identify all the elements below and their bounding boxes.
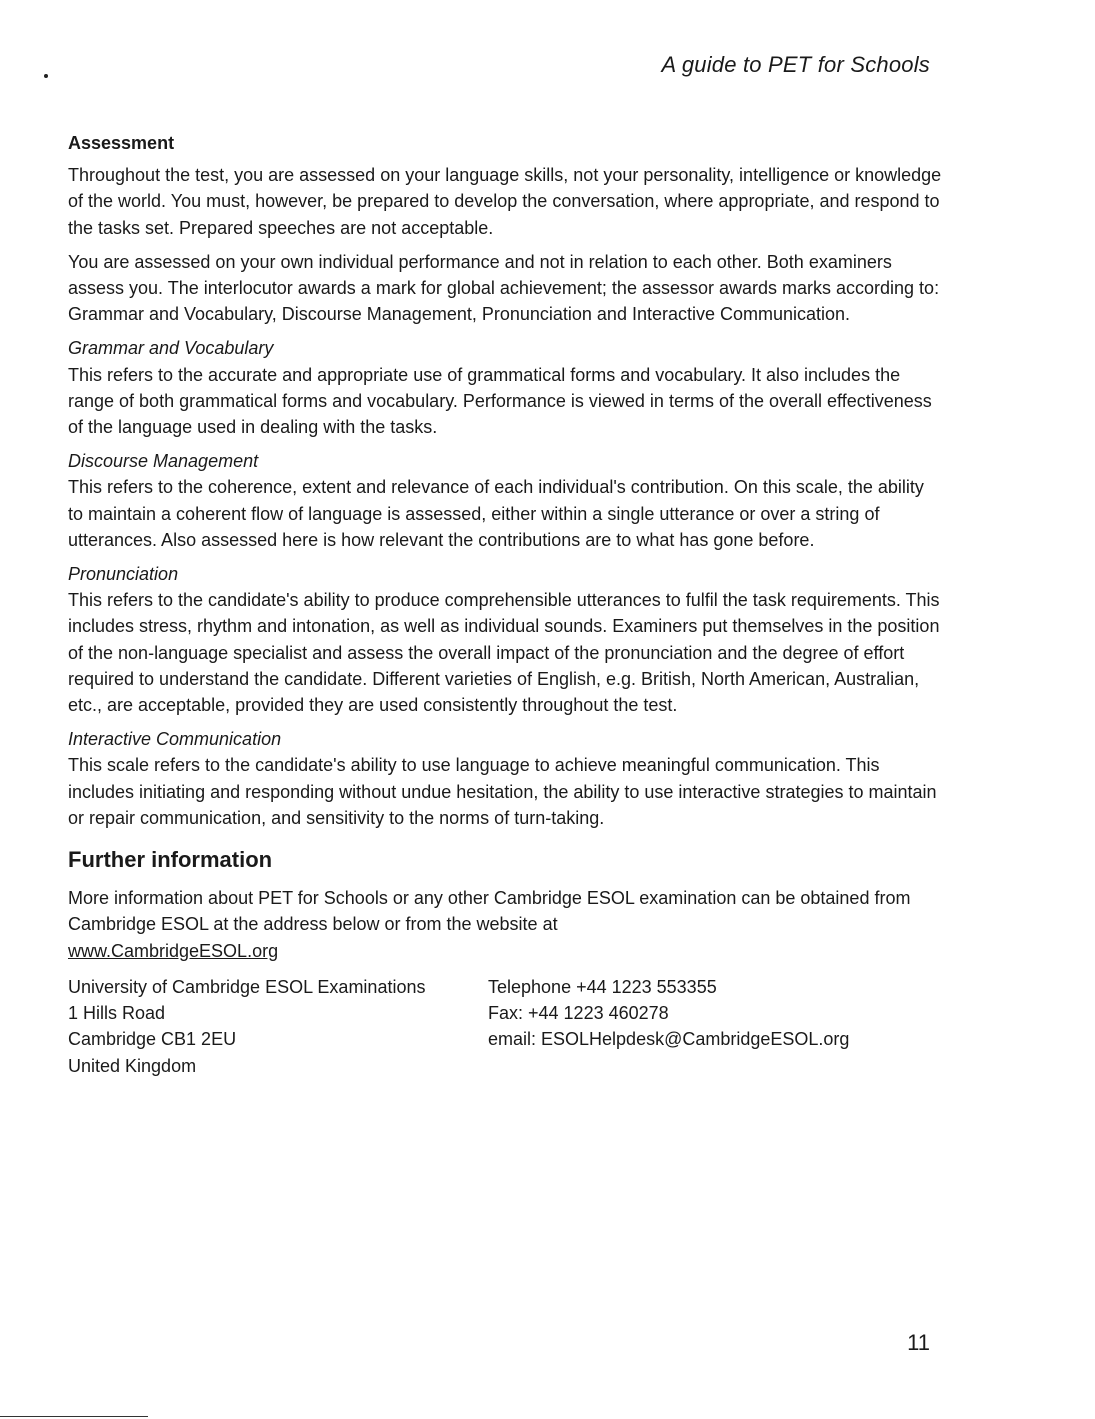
scan-mark: [44, 74, 48, 78]
further-information-paragraph: [68, 885, 943, 964]
website-link[interactable]: www.CambridgeESOL.org: [68, 940, 279, 961]
assessment-paragraph: You are assessed on your own individual performance and not in relation to each other. Both examiners assess you. The interlocutor awards a mark for global achievement; the assessor awards marks according to: Grammar and Vocabulary, Discourse Management, Pronunciation and Interactive Communication.: [68, 251, 940, 325]
address-line: Cambridge CB1 2EU: [68, 1029, 237, 1050]
contact-block: [68, 974, 943, 1079]
postal-address: [68, 974, 488, 1079]
running-header: A guide to PET for Schools: [661, 52, 930, 77]
criterion-text: This refers to the accurate and appropriate use of grammatical forms and vocabulary. It also includes the range of both grammatical forms and vocabulary. Performance is viewed in terms of the overall effectiveness of the language used in dealing with the tasks.: [68, 364, 932, 438]
fax-line: Fax: +44 1223 460278: [488, 1003, 669, 1024]
criterion-title: Grammar and Vocabulary: [68, 338, 274, 359]
criterion-title: Pronunciation: [68, 564, 179, 585]
criterion-grammar-vocabulary: [68, 335, 943, 440]
page-number: 11: [907, 1330, 930, 1355]
criterion-discourse-management: [68, 448, 943, 553]
criterion-title: Interactive Communication: [68, 729, 282, 750]
criterion-text: This scale refers to the candidate's ability to use language to achieve meaningful communication. This includes initiating and responding without undue hesitation, the ability to use interactive strategies to maintain or repair communication, and sensitivity to the norms of turn-taking.: [68, 755, 937, 828]
page-content: [68, 130, 943, 1079]
telephone-line: Telephone +44 1223 553355: [488, 976, 717, 997]
criterion-text: This refers to the candidate's ability to produce comprehensible utterances to fulfil the task requirements. This includes stress, rhythm and intonation, as well as individual sounds. Examiners put themselves in the position of the non-language specialist and assess the overall impact of the pronunciation and the degree of effort required to understand the candidate. Different varieties of English, e.g. British, North American, Australian, etc., are acceptable, provided they are used consistently throughout the test.: [68, 590, 940, 716]
address-line: 1 Hills Road: [68, 1003, 166, 1024]
address-line: United Kingdom: [68, 1055, 197, 1076]
footer-rule: [0, 1416, 148, 1417]
criterion-interactive-communication: [68, 726, 943, 831]
assessment-heading: Assessment: [68, 133, 175, 153]
address-line: University of Cambridge ESOL Examinations: [68, 976, 426, 997]
further-information-intro: More information about PET for Schools or any other Cambridge ESOL examination can be obtained from Cambridge ESOL at the address below or from the website at: [68, 888, 911, 935]
phone-fax-email: [488, 974, 943, 1079]
criterion-pronunciation: [68, 561, 943, 718]
email-line[interactable]: email: ESOLHelpdesk@CambridgeESOL.org: [488, 1029, 850, 1050]
further-information-heading: Further information: [68, 847, 273, 873]
criterion-title: Discourse Management: [68, 451, 259, 472]
criterion-text: This refers to the coherence, extent and relevance of each individual's contribution. On this scale, the ability to maintain a coherent flow of language is assessed, either within a single utterance or over a string of utterances. Also assessed here is how relevant the contributions are to what has gone before.: [68, 477, 924, 550]
assessment-paragraph: Throughout the test, you are assessed on your language skills, not your personality, intelligence or knowledge of the world. You must, however, be prepared to develop the conversation, where appropriate, and respond to the tasks set. Prepared speeches are not acceptable.: [68, 165, 942, 238]
